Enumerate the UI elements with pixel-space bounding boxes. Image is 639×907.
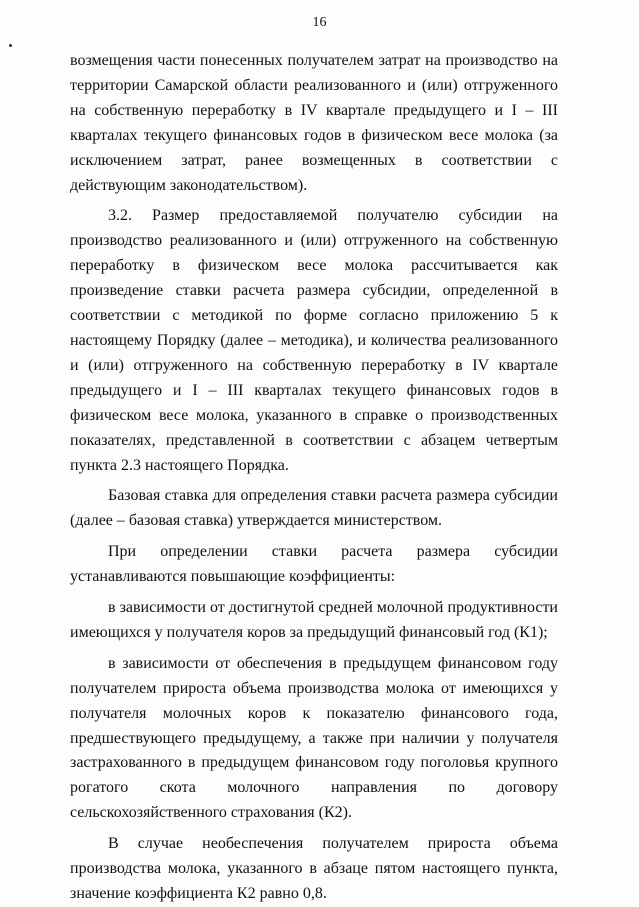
page-number: 16 bbox=[312, 15, 327, 30]
paragraph-coefficients-intro: При определении ставки расчета размера субсидии устанавливаются повышающие коэффициенты: bbox=[70, 543, 558, 586]
document-body bbox=[70, 49, 558, 907]
paragraph-coefficient-k2: в зависимости от обеспечения в предыдущем финансовом году получателем прироста объема производства молока от имеющихся у получателя молочных коров к показателю финансового года, предшествующего предыдущему, а также при наличии у получателя застрахованного в предыдущем финансовом году поголовья крупного рогатого скота молочного направления по договору сельскохозяйственного страхования (К2). bbox=[70, 654, 558, 822]
paragraph-base-rate: Базовая ставка для определения ставки расчета размера субсидии (далее – базовая ставка) утверждается министерством. bbox=[70, 487, 558, 530]
paragraph-3-2: 3.2. Размер предоставляемой получателю субсидии на производство реализованного и (или) отгруженного на собственную переработку в физическом весе молока рассчитывается как произведение ставки расчета размера субсидии, определенной в соответствии с методикой по форме согласно приложению 5 к настоящему Порядку (далее – методика), и количества реализованного и (или) отгруженного на собственную переработку в IV квартале предыдущего и I – III кварталах текущего финансовых годов в физическом весе молока, указанного в справке о производственных показателях, представленной в соответствии с абзацем четвертым пункта 2.3 настоящего Порядка. bbox=[70, 207, 558, 474]
paragraph-continuation: возмещения части понесенных получателем затрат на производство на территории Самарской области реализованного и (или) отгруженного на собственную переработку в IV квартале предыдущего и I – III кварталах текущего финансовых годов в физическом весе молока (за исключением затрат, ранее возмещенных в соответствии с действующим законодательством). bbox=[70, 52, 558, 194]
scan-speck bbox=[9, 44, 12, 47]
paragraph-k2-value: В случае необеспечения получателем прироста объема производства молока, указанного в абзаце пятом настоящего пункта, значение коэффициента К2 равно 0,8. bbox=[70, 835, 558, 902]
paragraph-coefficient-k1: в зависимости от достигнутой средней молочной продуктивности имеющихся у получателя коров за предыдущий финансовый год (К1); bbox=[70, 599, 558, 641]
